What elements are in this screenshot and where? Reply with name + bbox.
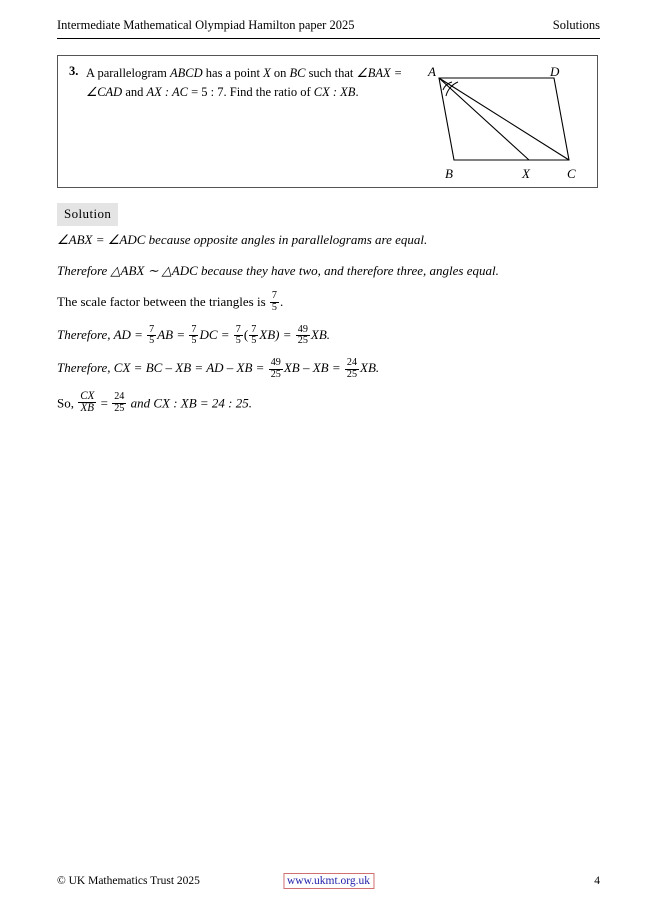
fraction [270, 291, 279, 314]
solution-line-text: Therefore, AD = [57, 327, 147, 343]
solution-line-text: XB. [360, 360, 380, 376]
problem-statement-box [57, 55, 598, 188]
solution-line-text: DC = [199, 327, 233, 343]
problem-text-part: ∠BAX = ∠CAD [86, 66, 403, 99]
problem-text-part: X [263, 66, 271, 80]
fraction-numerator: 7 [191, 323, 197, 335]
problem-text [86, 64, 431, 102]
fraction-numerator: 7 [251, 323, 257, 335]
fraction-denominator: XB [78, 402, 96, 415]
problem-text-part: ABCD [170, 66, 203, 80]
solution-line-text: XB) = [259, 327, 295, 343]
fraction-denominator: 5 [271, 302, 277, 314]
vertex-label-D: D [550, 64, 560, 79]
fraction-numerator: 7 [149, 323, 155, 335]
fraction [269, 358, 283, 381]
footer-page-number: 4 [594, 875, 600, 887]
solution-line-text: AB = [157, 327, 189, 343]
fraction-denominator: 5 [149, 335, 155, 347]
fraction [189, 325, 198, 348]
solution-line-text: The scale factor between the triangles is [57, 294, 269, 309]
fraction-numerator: 7 [271, 290, 277, 302]
solution-line-text: XB. [310, 327, 331, 343]
parallelogram-figure [419, 60, 589, 185]
fraction [249, 325, 258, 348]
fraction-denominator: 25 [114, 403, 125, 415]
parallelogram-svg [419, 60, 589, 185]
solution-line-text: Therefore △ABX ∼ △ADC because they have two, and therefore three, angles equal. [57, 263, 499, 278]
problem-text-part: has a point [202, 66, 264, 80]
solution-line [57, 229, 600, 250]
problem-text-part: A parallelogram [86, 66, 170, 80]
solution-line [57, 291, 600, 314]
header-divider [57, 38, 600, 39]
solution-line-text: Therefore, CX = BC – XB = AD – XB = [57, 360, 268, 376]
fraction-numerator: 49 [270, 356, 281, 368]
footer-link-wrapper [283, 875, 374, 887]
solution-line-text: So, [57, 394, 78, 410]
vertex-label-A: A [428, 64, 436, 79]
segment-AC [439, 78, 569, 160]
vertex-label-X: X [522, 166, 530, 181]
problem-text-part: CX : XB [313, 85, 356, 99]
vertex-label-B: B [445, 166, 453, 181]
page-footer [57, 875, 600, 887]
solution-line-text: . [279, 294, 284, 309]
ukmt-website-link[interactable]: www.ukmt.org.uk [283, 873, 374, 889]
solution-line-text: XB – XB = [283, 360, 344, 376]
fraction [296, 325, 310, 348]
problem-text-part: on [270, 66, 290, 80]
solution-badge-label: Solution [64, 206, 112, 221]
header-title: Intermediate Mathematical Olympiad Hamilton paper 2025 [57, 18, 355, 32]
fraction [147, 325, 156, 348]
solution-line [57, 391, 600, 416]
solution-badge [57, 203, 118, 226]
page-header [57, 18, 600, 33]
problem-text-part: = 5 : 7. Find the ratio of [187, 85, 314, 99]
fraction-numerator: CX [80, 389, 95, 402]
solution-line [57, 357, 600, 380]
vertex-label-C: C [567, 166, 576, 181]
header-section-label: Solutions [552, 18, 600, 32]
fraction-denominator: 25 [346, 368, 358, 380]
footer-copyright: © UK Mathematics Trust 2025 [57, 875, 200, 887]
fraction [234, 325, 243, 348]
fraction-numerator: 24 [114, 391, 125, 403]
problem-text-part: such that [305, 66, 357, 80]
problem-text-part: AX : AC [146, 85, 188, 99]
solution-line [57, 260, 600, 281]
problem-number: 3. [69, 64, 79, 78]
solution-line-text: = [97, 394, 112, 410]
fraction [78, 391, 96, 416]
fraction-numerator: 7 [235, 323, 241, 335]
fraction-denominator: 25 [270, 368, 281, 380]
solution-line-text: ( [243, 327, 249, 343]
solution-body [57, 229, 600, 425]
fraction-numerator: 24 [346, 356, 358, 368]
fraction [112, 392, 126, 415]
fraction-denominator: 5 [235, 335, 241, 347]
fraction-denominator: 5 [251, 335, 257, 347]
fraction-denominator: 5 [191, 335, 197, 347]
problem-text-part: BC [289, 66, 306, 80]
fraction-denominator: 25 [297, 335, 308, 347]
solution-line-text: and CX : XB = 24 : 25. [127, 394, 253, 410]
problem-text-part: and [122, 85, 147, 99]
fraction [345, 358, 359, 381]
solution-line-text: ∠ABX = ∠ADC because opposite angles in parallelograms are equal. [57, 232, 428, 247]
fraction-numerator: 49 [297, 323, 308, 335]
solution-line [57, 324, 600, 347]
problem-text-part: . [355, 85, 359, 99]
segment-AX [439, 78, 529, 160]
